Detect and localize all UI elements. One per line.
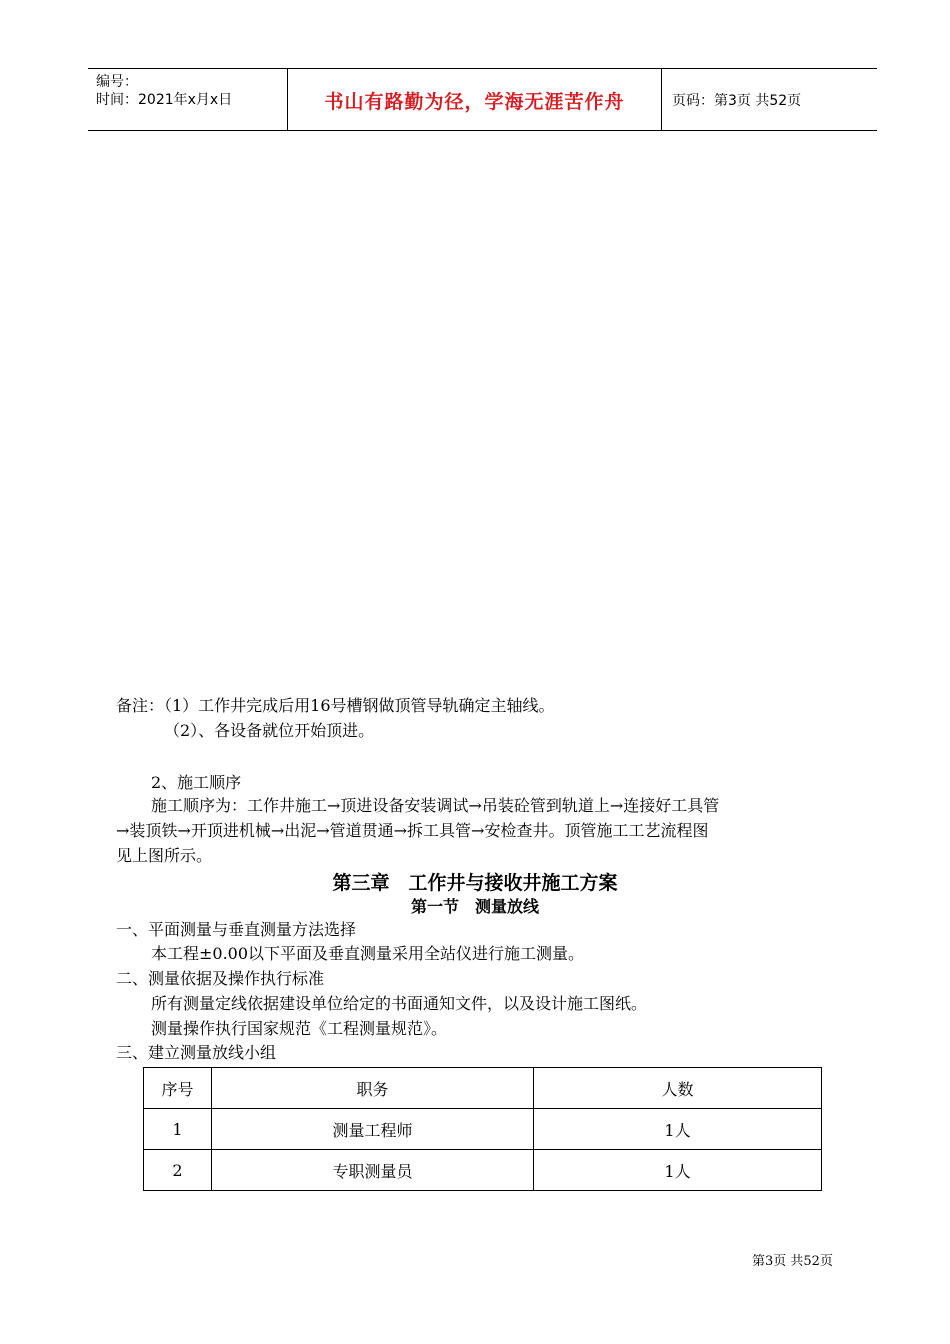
page-header (88, 68, 877, 131)
item-1-heading: 一、平面测量与垂直测量方法选择 (116, 920, 357, 939)
table-cell: 2 (144, 1150, 212, 1191)
table-header-row (144, 1068, 822, 1109)
table-header-cell: 序号 (144, 1068, 212, 1109)
table-header-cell: 职务 (212, 1068, 534, 1109)
header-page-code: 页码：第3页 共52页 (672, 93, 802, 109)
chapter-title: 第三章 工作井与接收井施工方案 (332, 872, 618, 894)
survey-team-table (143, 1067, 822, 1191)
item-2-heading: 二、测量依据及操作执行标准 (116, 969, 325, 988)
table-row (144, 1109, 822, 1150)
document-code-label: 编号： (96, 74, 138, 90)
sequence-heading: 2、施工顺序 (151, 773, 242, 792)
sequence-paragraph-line-1: 施工顺序为：工作井施工→顶进设备安装调试→吊装砼管到轨道上→连接好工具管 (151, 796, 720, 815)
table-row (144, 1150, 822, 1191)
note-1: 备注：（1）工作井完成后用16号槽钢做顶管导轨确定主轴线。 (116, 696, 555, 715)
item-1-paragraph: 本工程±0.00以下平面及垂直测量采用全站仪进行施工测量。 (151, 944, 585, 963)
note-2: （2）、各设备就位开始顶进。 (164, 721, 375, 740)
document-time-label: 时间：2021年x月x日 (96, 92, 233, 108)
header-motto: 书山有路勤为径，学海无涯苦作舟 (324, 91, 625, 113)
header-meta-cell (88, 69, 288, 130)
table-cell: 专职测量员 (212, 1150, 534, 1191)
sequence-paragraph-line-3: 见上图所示。 (116, 846, 213, 865)
page-footer: 第3页 共52页 (752, 1254, 833, 1269)
item-2-paragraph-a: 所有测量定线依据建设单位给定的书面通知文件，以及设计施工图纸。 (151, 994, 648, 1013)
item-2-paragraph-b: 测量操作执行国家规范《工程测量规范》。 (151, 1019, 448, 1038)
table-cell: 测量工程师 (212, 1109, 534, 1150)
section-title: 第一节 测量放线 (410, 897, 539, 916)
table-cell: 1人 (534, 1109, 822, 1150)
header-motto-cell (288, 69, 662, 130)
sequence-paragraph-line-2: →装顶铁→开顶进机械→出泥→管道贯通→拆工具管→安检查井。顶管施工工艺流程图 (116, 821, 709, 840)
header-page-cell (662, 69, 877, 130)
table-header-cell: 人数 (534, 1068, 822, 1109)
item-3-heading: 三、建立测量放线小组 (116, 1043, 277, 1062)
table-cell: 1人 (534, 1150, 822, 1191)
table-cell: 1 (144, 1109, 212, 1150)
